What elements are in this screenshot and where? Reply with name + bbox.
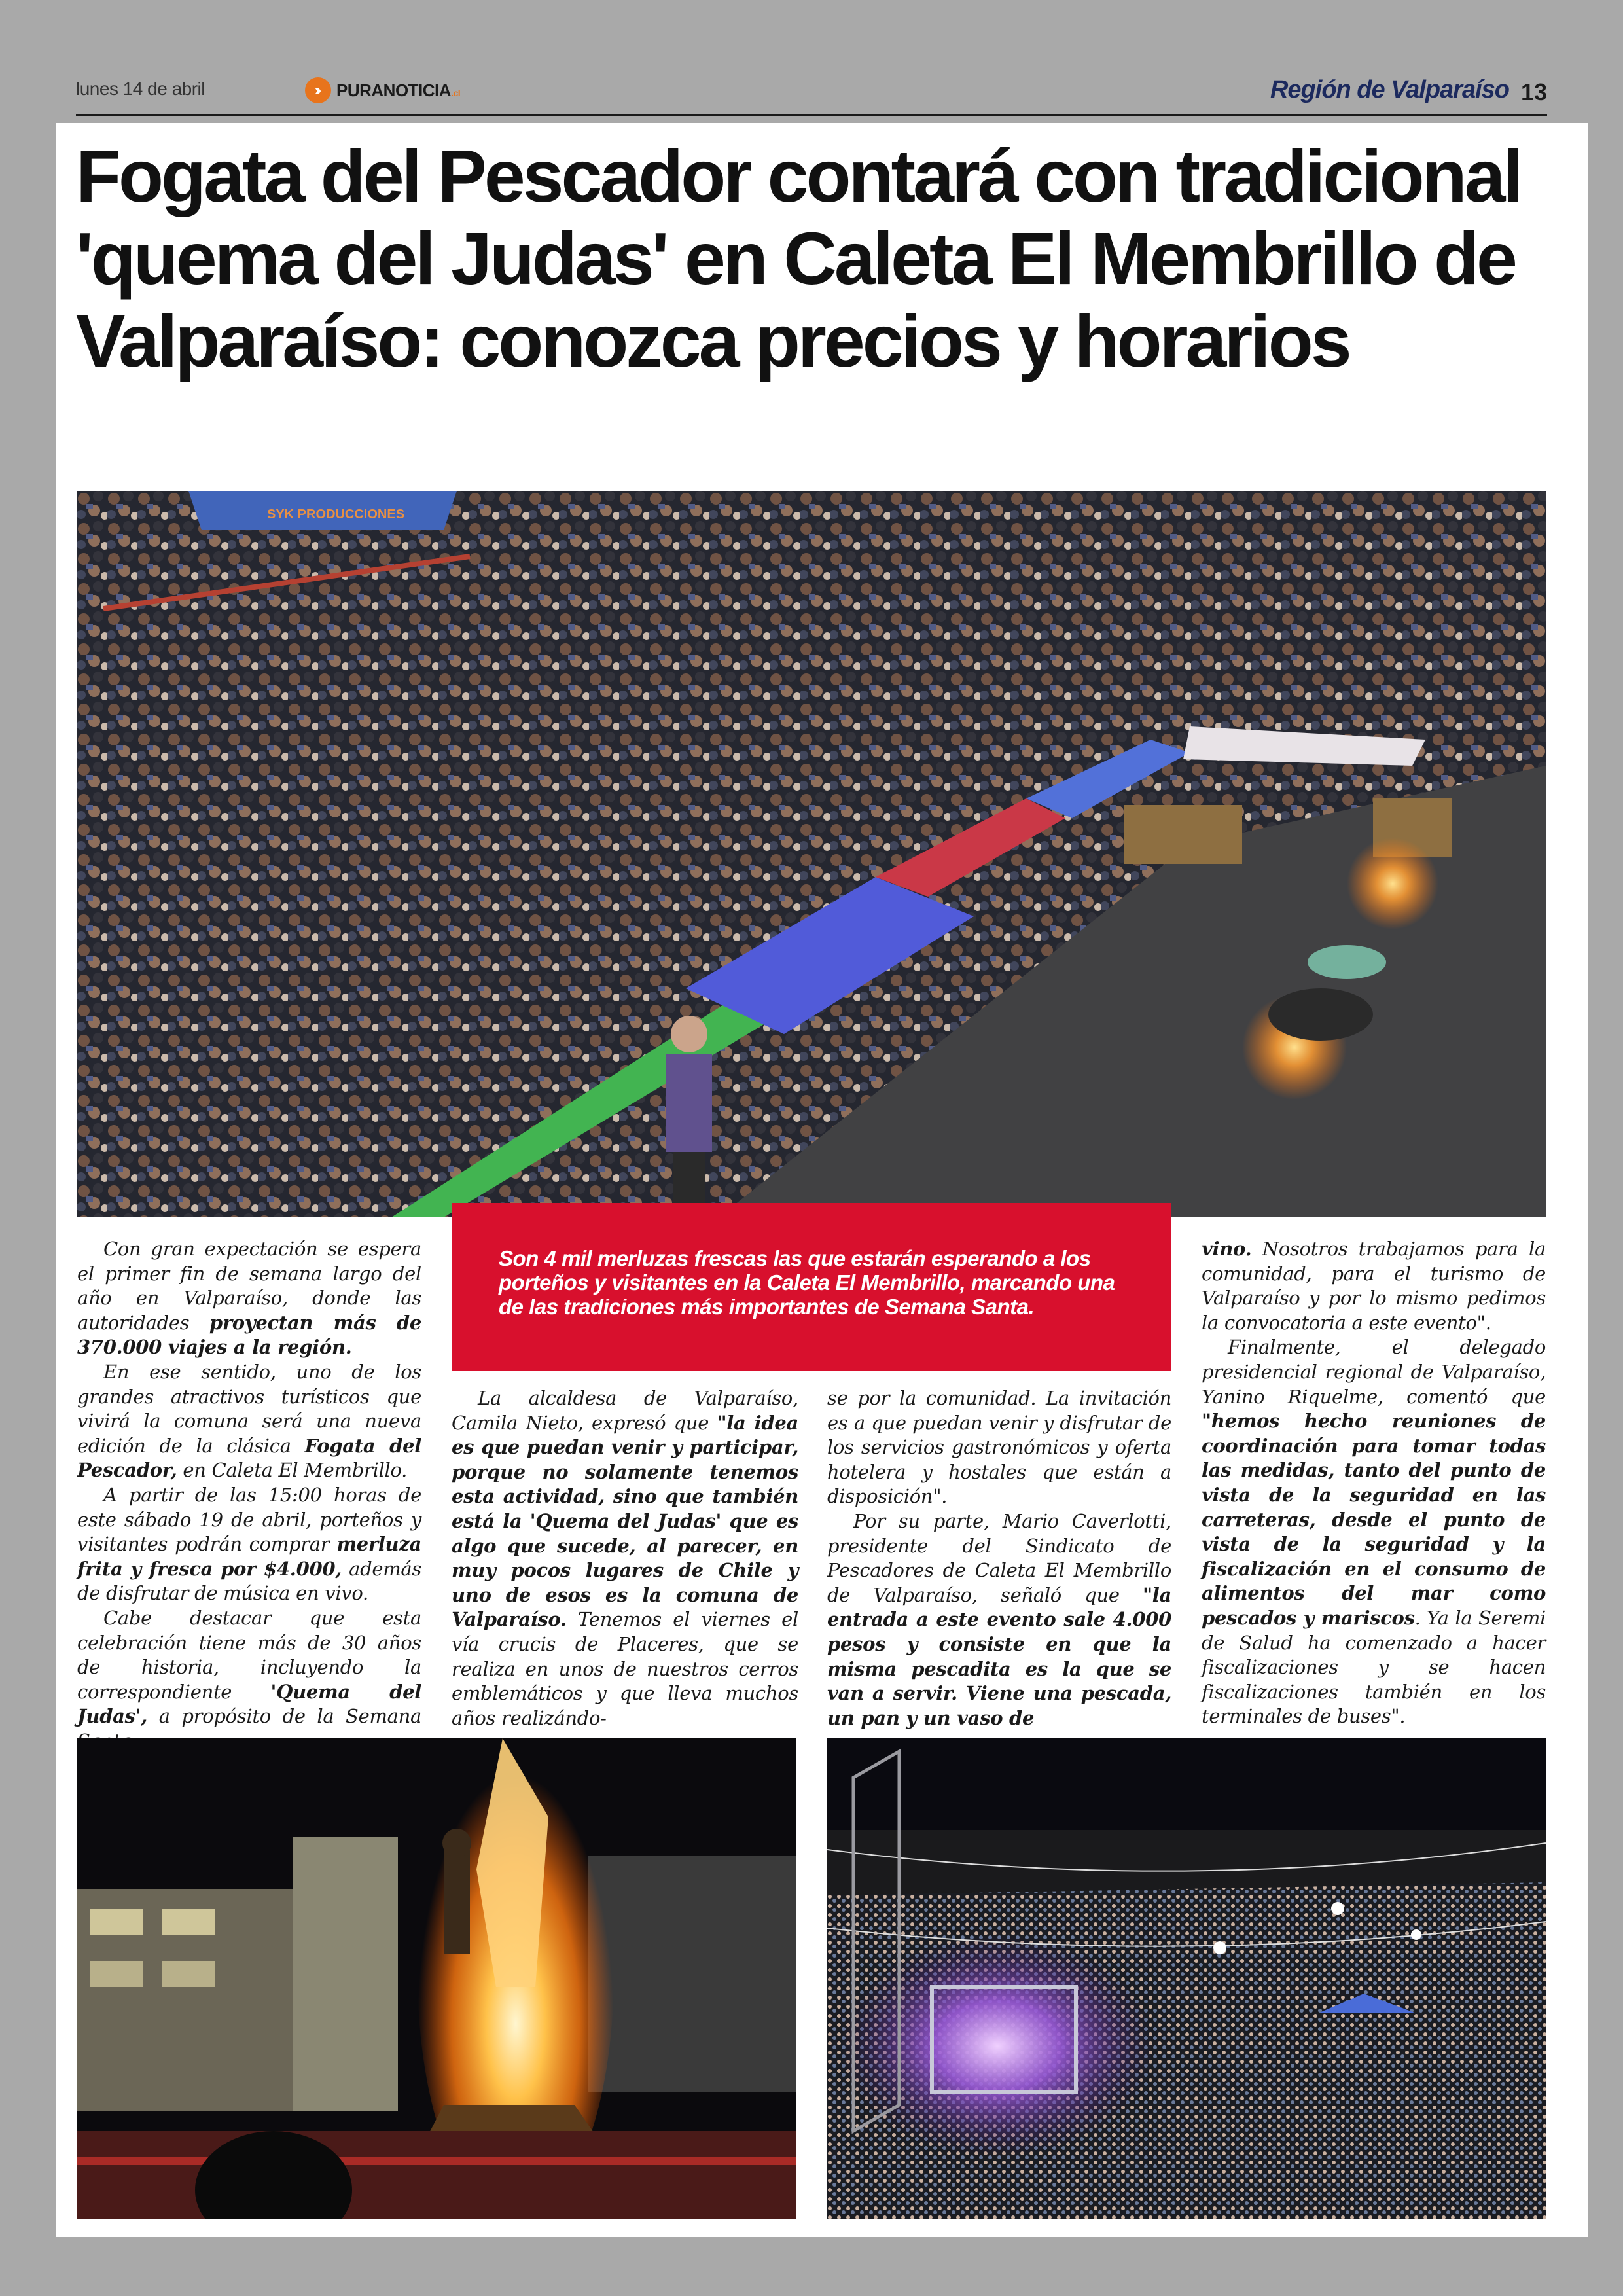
paragraph: Por su parte, Mario Caverlotti, presidente del Sindicato de Pescadores de Caleta El Membrillo de Valparaíso, señaló que "la entrada a este evento sale 4.000 pesos y consiste en que la misma pescadita es la que se van a servir. Viene una pescada, un pan y un vaso de	[827, 1509, 1171, 1729]
header-rule	[76, 114, 1547, 116]
paragraph: A partir de las 15:00 horas de este sábado 19 de abril, porteños y visitantes podrán comprar merluza frita y fresca por $4.000, además de disfrutar de música en vivo.	[77, 1483, 422, 1605]
main-photo-crowd	[77, 491, 1546, 1217]
publication-logo	[305, 76, 460, 105]
page-number: 13	[1520, 79, 1547, 105]
text-column-1	[77, 1237, 421, 1753]
section-title: Región de Valparaíso	[1270, 76, 1509, 103]
paragraph: vino. Nosotros trabajamos para la comunidad, para el turismo de Valparaíso y por lo mismo pedimos la convocatoria a este evento".	[1202, 1238, 1546, 1334]
chevrons-logo-icon: ›››	[305, 77, 331, 103]
paragraph: La alcaldesa de Valparaíso, Camila Nieto, expresó que "la idea es que puedan venir y participar, porque no solamente tenemos esta actividad, sino que también está la 'Quema del Judas' que es algo que sucede, al parecer, en muy pocos lugares de Chile y uno de esos es la comuna de Valparaíso. Tenemos el viernes el vía crucis de Placeres, que se realiza en unos de nuestros cerros emblemáticos y que lleva muchos años realizándo-	[452, 1387, 798, 1729]
callout-text: Son 4 mil merluzas frescas las que estarán esperando a los porteños y visitantes en la Caleta El Membrillo, marcando una de las tradiciones más importantes de Semana Santa.	[499, 1246, 1115, 1319]
text-column-3	[827, 1386, 1171, 1731]
text-column-2	[452, 1386, 798, 1731]
paragraph: Cabe destacar que esta celebración tiene más de 30 años de historia, incluyendo la correspondiente 'Quema del Judas', a propósito de la Semana	[77, 1606, 421, 1728]
paragraph: Finalmente, el delegado presidencial regional de Valparaíso, Yanino Riquelme, comentó que "hemos hecho reuniones de coordinación para tomar todas las medidas, tanto del punto de vista de la seguridad en las carreteras, desde el punto de vista de la seguridad y la fiscalización en el consumo de alimentos del mar como pescados y mariscos. Ya la Seremi de Salud ha comenzado a hacer fiscalizaciones y se hacen fiscalizaciones también en los terminales de buses".	[1202, 1336, 1546, 1728]
issue-date: lunes 14 de abril	[76, 79, 205, 99]
paragraph: se por la comunidad. La invitación es a que puedan venir y disfrutar de los servicios gastronómicos y oferta hotelera y hostales que están a disposición".	[827, 1387, 1171, 1508]
paragraph: En ese sentido, uno de los grandes atractivos turísticos que vivirá la comuna será una nueva edición de la clásica Fogata del Pescador, en Caleta El Membrillo.	[77, 1360, 421, 1482]
text-column-4	[1202, 1237, 1546, 1729]
bonfire-photo	[77, 1738, 796, 2219]
paragraph: Con gran expectación se espera el primer fin de semana largo del año en Valparaíso, donde las autoridades proyectan más de 370.000 viajes a la región.	[77, 1238, 421, 1359]
article-headline: Fogata del Pescador contará con tradicional 'quema del Judas' en Caleta El Membrillo de Valparaíso: conozca precios y horarios	[76, 135, 1521, 382]
stage-concert-photo	[827, 1738, 1546, 2219]
logo-wordmark: PURANOTICIA.cl	[336, 80, 461, 100]
pull-quote-callout	[452, 1203, 1171, 1371]
svg-text:SYK PRODUCCIONES: SYK PRODUCCIONES	[267, 507, 405, 522]
